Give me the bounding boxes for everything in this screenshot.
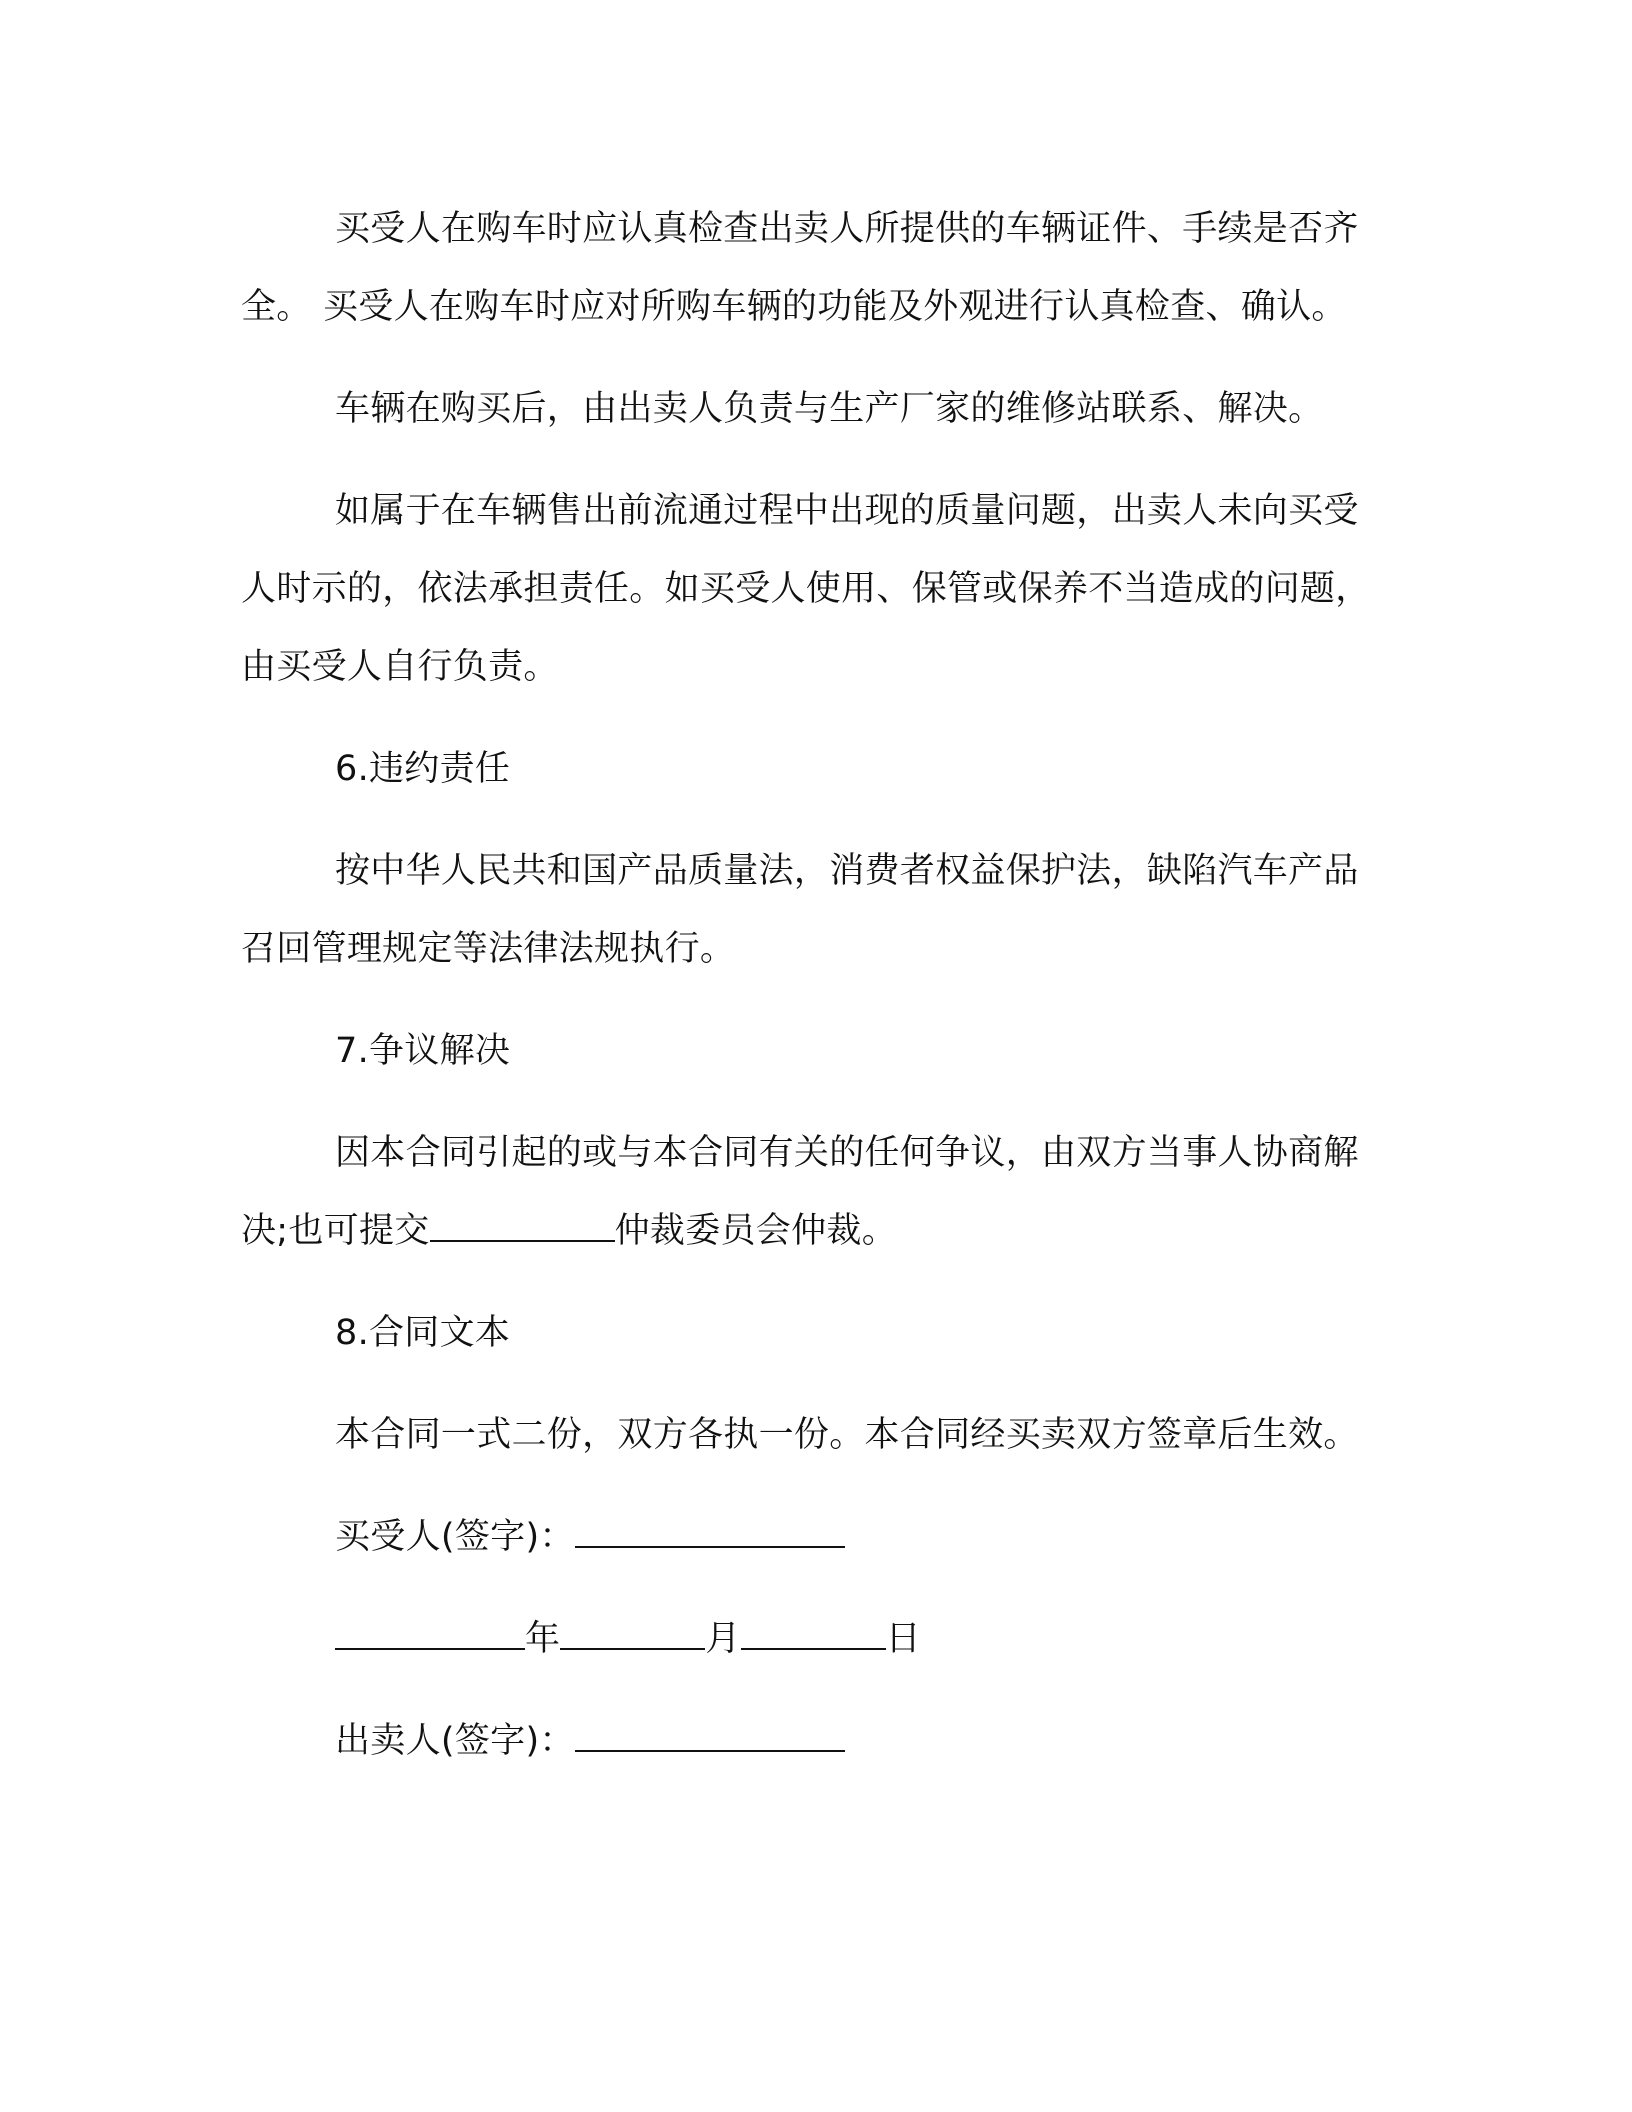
paragraph-copies: 本合同一式二份，双方各执一份。本合同经买卖双方签章后生效。 <box>335 1415 1359 1455</box>
dispute-text-before: 因本合同引起的或与本合同有关的任何争议，由双方当事人协商解决;也可提交 <box>241 1133 1359 1251</box>
seller-signature-label: 出卖人(签字)： <box>335 1721 575 1761</box>
buyer-signature-line <box>241 1498 1391 1576</box>
buyer-signature-label: 买受人(签字)： <box>335 1517 575 1557</box>
paragraph-repair: 车辆在购买后，由出卖人负责与生产厂家的维修站联系、解决。 <box>335 389 1324 429</box>
seller-signature-line <box>241 1702 1391 1780</box>
day-label: 日 <box>885 1619 921 1659</box>
buyer-signature-blank <box>575 1516 845 1548</box>
heading-contract-text: 8.合同文本 <box>335 1313 511 1353</box>
month-blank <box>560 1618 705 1650</box>
year-label: 年 <box>525 1619 561 1659</box>
year-blank <box>335 1618 525 1650</box>
paragraph-dispute <box>241 1114 1391 1270</box>
date-line <box>241 1600 1391 1678</box>
heading-dispute-resolution: 7.争议解决 <box>335 1031 511 1071</box>
paragraph-laws: 按中华人民共和国产品质量法，消费者权益保护法，缺陷汽车产品召回管理规定等法律法规执行。 <box>241 851 1359 969</box>
dispute-text-after: 仲裁委员会仲裁。 <box>614 1211 897 1251</box>
arbitration-blank <box>430 1210 615 1242</box>
heading-breach-liability: 6.违约责任 <box>335 749 511 789</box>
day-blank <box>741 1618 886 1650</box>
seller-signature-blank <box>575 1720 845 1752</box>
contract-body <box>241 190 1391 1780</box>
month-label: 月 <box>705 1619 741 1659</box>
paragraph-quality-issue: 如属于在车辆售出前流通过程中出现的质量问题，出卖人未向买受人时示的，依法承担责任。如买受人使用、保管或保养不当造成的问题，由买受人自行负责。 <box>241 491 1371 687</box>
paragraph-inspection: 买受人在购车时应认真检查出卖人所提供的车辆证件、手续是否齐全。 买受人在购车时应对所购车辆的功能及外观进行认真检查、确认。 <box>241 209 1359 327</box>
